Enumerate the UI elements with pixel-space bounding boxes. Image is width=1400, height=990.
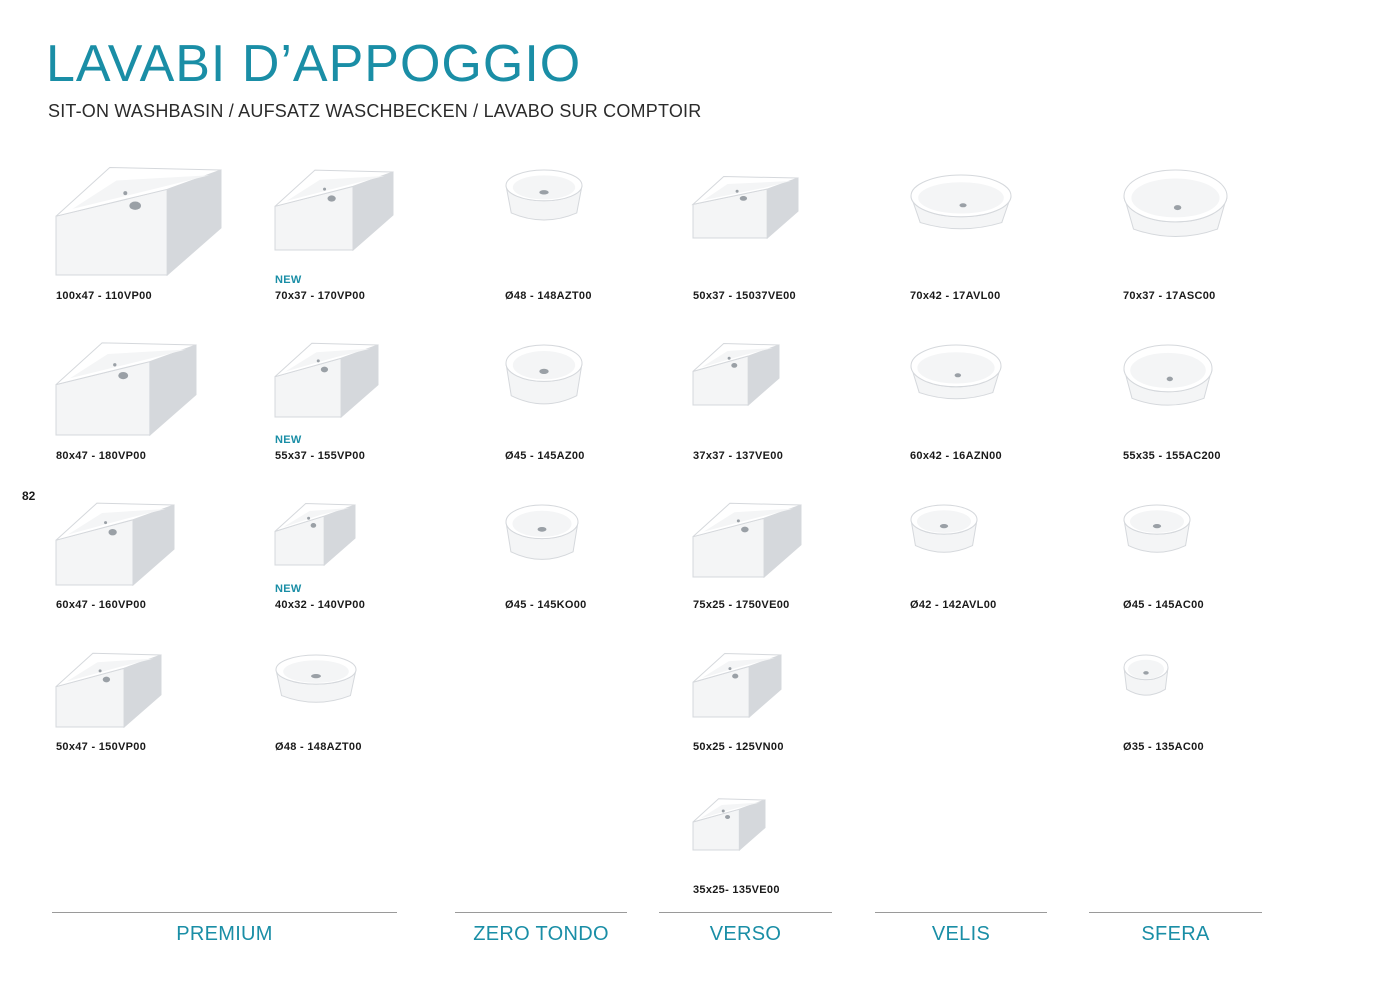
product-item xyxy=(275,655,465,795)
product-code: 37x37 - 137VE00 xyxy=(693,450,784,462)
product-code: Ø45 - 145AC00 xyxy=(1123,599,1204,611)
product-code: 80x47 - 180VP00 xyxy=(56,450,147,462)
series-sfera xyxy=(1089,912,1262,946)
product-code: 60x47 - 160VP00 xyxy=(56,599,147,611)
series-label-premium: PREMIUM xyxy=(176,923,273,945)
new-badge: NEW xyxy=(275,583,302,595)
product-code: 50x37 - 15037VE00 xyxy=(693,290,796,302)
round-bowl-image xyxy=(505,170,583,225)
product-code: 35x25- 135VE00 xyxy=(693,884,780,896)
product-code: 75x25 - 1750VE00 xyxy=(693,599,790,611)
oval-basin-image xyxy=(1123,345,1213,410)
product-item xyxy=(1123,505,1313,645)
product-code: 40x32 - 140VP00 xyxy=(275,599,366,611)
page-number: 82 xyxy=(22,489,36,503)
round-bowl-image xyxy=(1123,505,1191,557)
product-item xyxy=(693,655,883,795)
product-item xyxy=(693,505,883,645)
new-badge: NEW xyxy=(275,274,302,286)
new-badge: NEW xyxy=(275,434,302,446)
product-item xyxy=(1123,655,1313,795)
rect-long-basin-image xyxy=(693,505,801,577)
series-label-zero-tondo: ZERO TONDO xyxy=(473,923,609,945)
rect-wide-basin-image xyxy=(56,655,161,727)
oval-basin-image xyxy=(910,345,1002,403)
product-item xyxy=(505,345,695,485)
round-bowl-image xyxy=(505,505,579,565)
series-label-sfera: SFERA xyxy=(1141,923,1210,945)
series-premium xyxy=(52,912,397,946)
product-item xyxy=(275,505,465,645)
product-code: Ø42 - 142AVL00 xyxy=(910,599,997,611)
product-item xyxy=(505,170,695,310)
round-bowl-image xyxy=(1123,655,1169,699)
product-code: Ø45 - 145KO00 xyxy=(505,599,587,611)
series-label-velis: VELIS xyxy=(931,923,991,945)
product-item xyxy=(693,345,883,485)
rect-wide-basin-image xyxy=(56,345,196,435)
product-item xyxy=(275,345,465,485)
product-code: 50x25 - 125VN00 xyxy=(693,741,784,753)
product-item xyxy=(910,505,1100,645)
page-title: LAVABI D’APPOGGIO xyxy=(46,35,582,93)
product-item xyxy=(56,170,246,310)
product-item xyxy=(1123,170,1313,310)
oval-basin-image xyxy=(910,175,1012,233)
product-code: Ø35 - 135AC00 xyxy=(1123,741,1204,753)
rect-basin-image xyxy=(693,655,781,717)
product-code: Ø48 - 148AZT00 xyxy=(275,741,362,753)
rect-wide-basin-image xyxy=(56,505,174,585)
series-verso xyxy=(659,912,832,946)
product-code: 70x37 - 17ASC00 xyxy=(1123,290,1216,302)
product-code: 70x42 - 17AVL00 xyxy=(910,290,1001,302)
product-item xyxy=(1123,345,1313,485)
product-item xyxy=(56,505,246,645)
product-code: 60x42 - 16AZN00 xyxy=(910,450,1002,462)
rect-basin-image xyxy=(693,178,798,238)
round-bowl-image xyxy=(910,505,978,557)
series-velis xyxy=(875,912,1047,946)
product-item xyxy=(505,505,695,645)
rect-wide-basin-image xyxy=(275,505,355,565)
series-label-verso: VERSO xyxy=(709,923,782,945)
series-zero-tondo xyxy=(455,912,627,946)
product-item xyxy=(910,175,1100,315)
product-code: Ø48 - 148AZT00 xyxy=(505,290,592,302)
product-code: 100x47 - 110VP00 xyxy=(56,290,152,302)
product-item xyxy=(56,345,246,485)
round-bowl-image xyxy=(275,655,357,707)
page-subtitle: SIT-ON WASHBASIN / AUFSATZ WASCHBECKEN / LAVABO SUR COMPTOIR xyxy=(48,101,702,121)
product-item xyxy=(910,345,1100,485)
product-item xyxy=(693,178,883,318)
rect-wide-basin-image xyxy=(56,170,221,275)
product-code: 55x37 - 155VP00 xyxy=(275,450,366,462)
product-code: Ø45 - 145AZ00 xyxy=(505,450,585,462)
product-item xyxy=(275,172,465,312)
product-code: 70x37 - 170VP00 xyxy=(275,290,366,302)
rect-wide-basin-image xyxy=(275,345,378,417)
oval-basin-image xyxy=(1123,170,1228,242)
product-code: 55x35 - 155AC200 xyxy=(1123,450,1221,462)
product-item xyxy=(56,655,246,795)
rect-basin-image xyxy=(693,345,779,405)
product-code: 50x47 - 150VP00 xyxy=(56,741,147,753)
round-bowl-image xyxy=(505,345,583,410)
rect-wide-basin-image xyxy=(275,172,393,250)
rect-basin-image xyxy=(693,800,765,850)
